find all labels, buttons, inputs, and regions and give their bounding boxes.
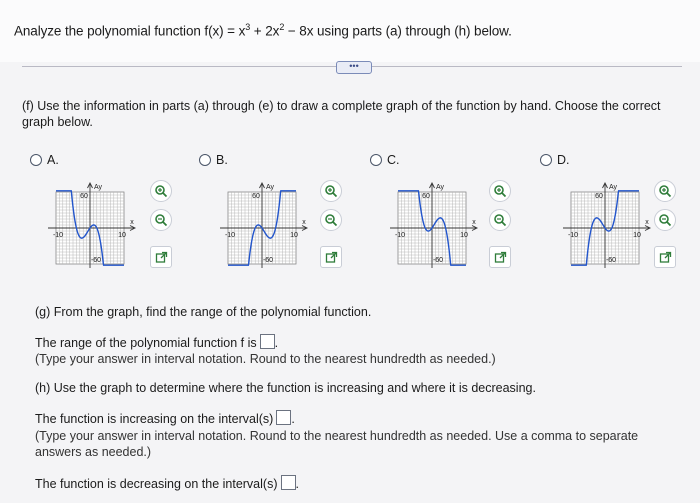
choice-b-radio[interactable] [199,154,211,166]
y-min-label: -60 [432,257,444,264]
increasing-hint: (Type your answer in interval notation. Round to the nearest hundredth as needed. Use a comma to separate answers as needed.) [35,429,639,459]
zoom-out-icon[interactable] [489,209,511,231]
choice-a[interactable] [30,153,59,167]
x-axis-label: x [130,219,134,226]
x-min-label: -10 [567,232,579,239]
y-axis-label: Ay [609,184,618,191]
choice-d-radio[interactable] [540,154,552,166]
part-f-question: (f) Use the information in parts (a) through (e) to draw a complete graph of the function by hand. Choose the correct graph below. [22,99,661,129]
choice-c[interactable] [370,153,400,167]
choice-d[interactable] [540,153,570,167]
range-prompt-text: The range of the polynomial function f is [35,336,257,350]
y-max-label: 60 [422,193,430,200]
zoom-out-icon[interactable] [150,209,172,231]
x-max-label: 10 [633,232,641,239]
zoom-out-icon[interactable] [320,209,342,231]
graph-c[interactable] [380,180,488,272]
increasing-prompt-text: The function is increasing on the interval(s) [35,412,274,426]
x-min-label: -10 [52,232,64,239]
range-hint: (Type your answer in interval notation. Round to the nearest hundredth as needed.) [35,352,496,366]
expand-icon[interactable] [320,246,342,268]
zoom-in-icon[interactable] [150,180,172,202]
zoom-out-icon[interactable] [654,209,676,231]
choice-b[interactable] [199,153,228,167]
zoom-in-icon[interactable] [320,180,342,202]
x-min-label: -10 [394,232,406,239]
decreasing-answer-box[interactable] [281,475,296,490]
expand-icon[interactable] [654,246,676,268]
x-min-label: -10 [224,232,236,239]
x-axis-label: x [302,219,306,226]
choice-c-radio[interactable] [370,154,382,166]
range-answer-box[interactable] [260,334,275,349]
part-h-question: (h) Use the graph to determine where the function is increasing and where it is decreasing. [35,381,536,395]
increasing-prompt: The function is increasing on the interval(s) . [35,412,295,426]
y-min-label: -60 [90,257,102,264]
graph-a[interactable] [38,180,146,272]
y-max-label: 60 [595,193,603,200]
graph-b[interactable] [210,180,318,272]
choice-d-label: D. [557,153,570,167]
y-max-label: 60 [252,193,260,200]
x-axis-label: x [645,219,649,226]
x-max-label: 10 [460,232,468,239]
increasing-answer-box[interactable] [276,410,291,425]
part-g-question: (g) From the graph, find the range of the polynomial function. [35,305,372,319]
decreasing-prompt: The function is decreasing on the interval(s) . [35,477,299,491]
zoom-in-icon[interactable] [654,180,676,202]
y-min-label: -60 [262,257,274,264]
choice-b-label: B. [216,153,228,167]
expand-icon[interactable] [150,246,172,268]
y-axis-label: Ay [94,184,103,191]
more-button[interactable]: ••• [336,61,372,74]
x-max-label: 10 [290,232,298,239]
choice-a-label: A. [47,153,59,167]
header [0,0,700,62]
graph-d[interactable] [553,180,661,272]
page-title: Analyze the polynomial function $f(x) = x^3 + 2x^2 - 8x$ using parts (a) through (h) below. [14,22,512,39]
x-max-label: 10 [118,232,126,239]
zoom-in-icon[interactable] [489,180,511,202]
expand-icon[interactable] [489,246,511,268]
choice-a-radio[interactable] [30,154,42,166]
y-max-label: 60 [80,193,88,200]
range-prompt: The range of the polynomial function f is . [35,336,279,350]
x-axis-label: x [472,219,476,226]
y-axis-label: Ay [266,184,275,191]
y-min-label: -60 [605,257,617,264]
decreasing-prompt-text: The function is decreasing on the interval(s) [35,477,278,491]
choice-c-label: C. [387,153,400,167]
y-axis-label: Ay [436,184,445,191]
